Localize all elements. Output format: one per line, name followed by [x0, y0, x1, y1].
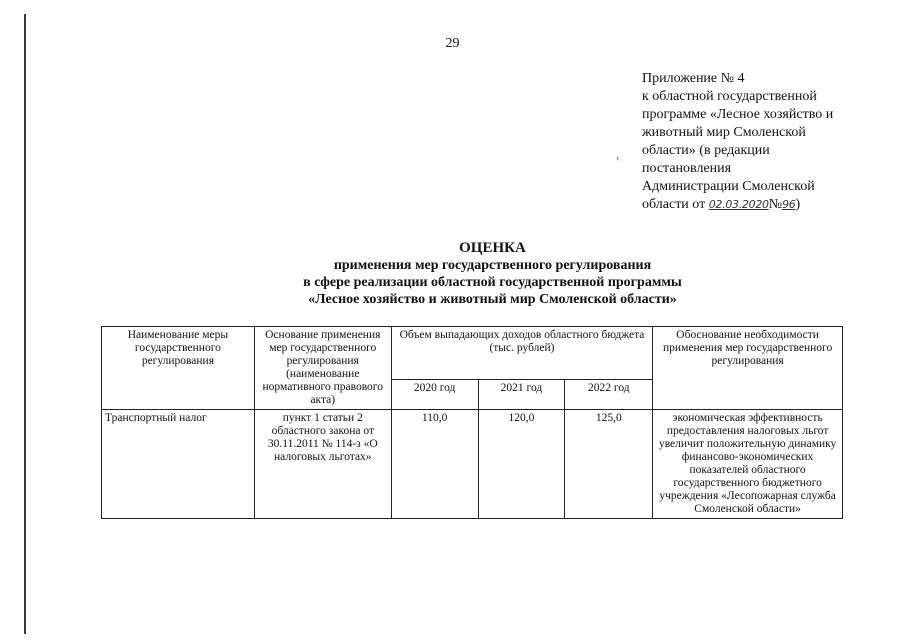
document-title	[0, 240, 905, 308]
number-sign: №	[768, 197, 783, 212]
cell-value-2020: 110,0	[391, 410, 478, 519]
appendix-date-prefix: области от	[642, 197, 709, 212]
appendix-line: области» (в редакции	[642, 143, 770, 158]
appendix-line: программе «Лесное хозяйство и	[642, 107, 834, 122]
header-basis: Основание применения мер государственного регулирования (наименование нормативного правового акта)	[254, 327, 391, 410]
appendix-line: Администрации Смоленской	[642, 179, 815, 194]
appendix-line: животный мир Смоленской	[642, 125, 806, 140]
header-year-2022: 2022 год	[565, 379, 653, 410]
page-number: 29	[445, 36, 460, 51]
appendix-note	[642, 70, 872, 214]
header-justification: Обоснование необходимости применения мер государственного регулирования	[653, 327, 843, 410]
title-line: в сфере реализации областной государственной программы	[303, 275, 682, 290]
header-measure-name: Наименование меры государственного регулирования	[102, 327, 255, 410]
cell-basis: пункт 1 статьи 2 областного закона от 30.11.2011 № 114-з «О налоговых льготах»	[254, 410, 391, 519]
cell-value-2022: 125,0	[565, 410, 653, 519]
appendix-line: Приложение № 4	[642, 71, 745, 86]
measures-table	[101, 326, 843, 519]
title-line: «Лесное хозяйство и животный мир Смоленской области»	[308, 292, 677, 307]
appendix-line: постановления	[642, 161, 732, 176]
handwritten-date: 02.03.2020	[708, 198, 769, 211]
header-revenue-loss: Объем выпадающих доходов областного бюджета (тыс. рублей)	[391, 327, 653, 380]
table-row	[102, 410, 843, 519]
stray-mark: ‹	[616, 152, 620, 164]
closing-paren: )	[795, 197, 801, 212]
header-year-2021: 2021 год	[478, 379, 565, 410]
header-year-2020: 2020 год	[391, 379, 478, 410]
title-line: применения мер государственного регулирования	[333, 258, 652, 273]
appendix-date-line	[642, 196, 872, 214]
scan-edge-line	[24, 14, 26, 634]
cell-value-2021: 120,0	[478, 410, 565, 519]
table-header-row	[102, 327, 843, 380]
cell-measure-name: Транспортный налог	[102, 410, 255, 519]
title-heading: ОЦЕНКА	[459, 240, 526, 256]
handwritten-number: 96	[782, 198, 796, 211]
appendix-line: к областной государственной	[642, 89, 817, 104]
cell-justification: экономическая эффективность предоставления налоговых льгот увеличит положительную динамику финансово-экономических показателей областного государственного бюджетного учреждения «Лесопожарная служба Смоленской области»	[653, 410, 843, 519]
